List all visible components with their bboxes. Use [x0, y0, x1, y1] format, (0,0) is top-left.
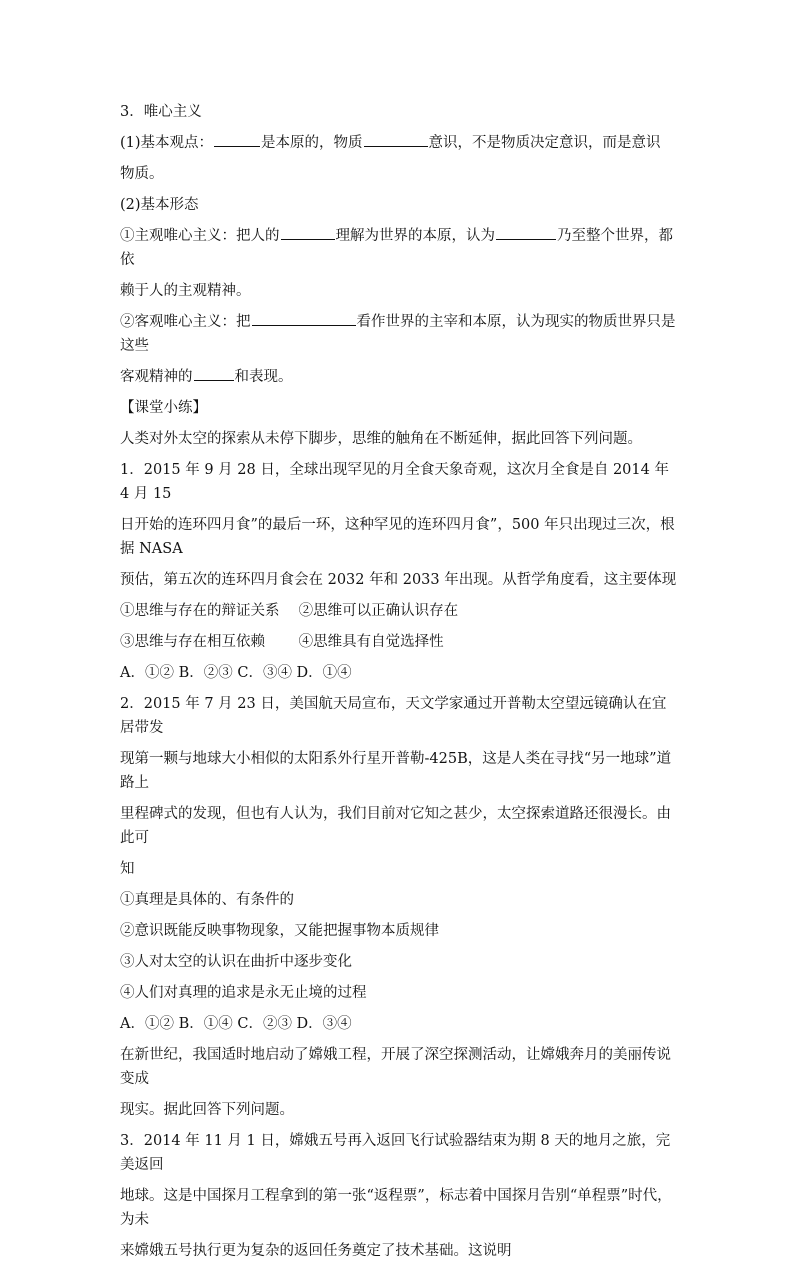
question-1-choices: A．①② B．②③ C．③④ D．①④: [120, 665, 352, 681]
question-3-stem-l2: 地球。这是中国探月工程拿到的第一张“返程票”，标志着中国探月告别“单程票”时代，为未: [120, 1188, 672, 1228]
practice-intro: 人类对外太空的探索从未停下脚步，思维的触角在不断延伸，据此回答下列问题。: [120, 431, 642, 447]
question-1-stem-l3: 预估，第五次的连环四月食会在 2032 年和 2033 年出现。从哲学角度看，这主要体现: [120, 572, 677, 588]
question-2-choices: A．①② B．①④ C．②③ D．③④: [120, 1016, 352, 1032]
question-1-stem-l2: 日开始的连环四月食”的最后一环，这种罕见的连环四月食”，500 年只出现过三次，根据 NASA: [120, 517, 675, 557]
question-2-option-4: ④人们对真理的追求是永无止境的过程: [120, 985, 367, 1001]
basic-view-paragraph: (1)基本观点： 是本原的，物质 意识，不是物质决定意识，而是意识: [120, 131, 680, 155]
practice-intro-2-cont: 现实。据此回答下列问题。: [120, 1102, 294, 1118]
question-1-options-row1: ①思维与存在的辩证关系 ②思维可以正确认识存在: [120, 603, 459, 619]
question-3-stem: 3．2014 年 11 月 1 日，嫦娥五号再入返回飞行试验器结束为期 8 天的地月之旅，完美返回: [120, 1133, 671, 1173]
question-2-stem-l4: 知: [120, 861, 135, 877]
subjective-idealism-cont: 赖于人的主观精神。: [120, 283, 251, 299]
section-heading: 3．唯心主义: [120, 104, 202, 120]
question-2-stem-l3: 里程碑式的发现，但也有人认为，我们目前对它知之甚少，太空探索道路还很漫长。由此可: [120, 806, 671, 846]
question-2-option-2: ②意识既能反映事物现象，又能把握事物本质规律: [120, 923, 439, 939]
question-2-option-3: ③人对太空的认识在曲折中逐步变化: [120, 954, 352, 970]
objective-idealism: ②客观唯心主义：把 看作世界的主宰和本原，认为现实的物质世界只是这些: [120, 310, 680, 358]
question-2-stem: 2．2015 年 7 月 23 日，美国航天局宣布，天文学家通过开普勒太空望远镜确认在宜居带发: [120, 696, 667, 736]
question-3-stem-l3: 来嫦娥五号执行更为复杂的返回任务奠定了技术基础。这说明: [120, 1243, 512, 1259]
question-2-option-1: ①真理是具体的、有条件的: [120, 892, 294, 908]
practice-heading: 【课堂小练】: [120, 400, 207, 416]
fill-blank: [194, 365, 234, 381]
subjective-idealism: ①主观唯心主义：把人的 理解为世界的本原，认为 乃至整个世界，都依: [120, 224, 680, 272]
question-1-stem: 1．2015 年 9 月 28 日，全球出现罕见的月全食天象奇观，这次月全食是自 2014 年 4 月 15: [120, 462, 669, 502]
basic-view-paragraph-cont: 物质。: [120, 166, 164, 182]
fill-blank: [364, 131, 428, 147]
question-2-stem-l2: 现第一颗与地球大小相似的太阳系外行星开普勒-425B，这是人类在寻找“另一地球”道路上: [120, 751, 672, 791]
fill-blank: [252, 310, 356, 326]
fill-blank: [496, 224, 556, 240]
objective-idealism-cont: 客观精神的 和表现。: [120, 365, 680, 389]
fill-blank: [214, 131, 260, 147]
practice-intro-2: 在新世纪，我国适时地启动了嫦娥工程，开展了深空探测活动，让嫦娥奔月的美丽传说变成: [120, 1047, 671, 1087]
basic-forms-heading: (2)基本形态: [120, 197, 199, 213]
document-body: [120, 100, 680, 1270]
question-1-options-row2: ③思维与存在相互依赖 ④思维具有自觉选择性: [120, 634, 444, 650]
fill-blank: [281, 224, 335, 240]
